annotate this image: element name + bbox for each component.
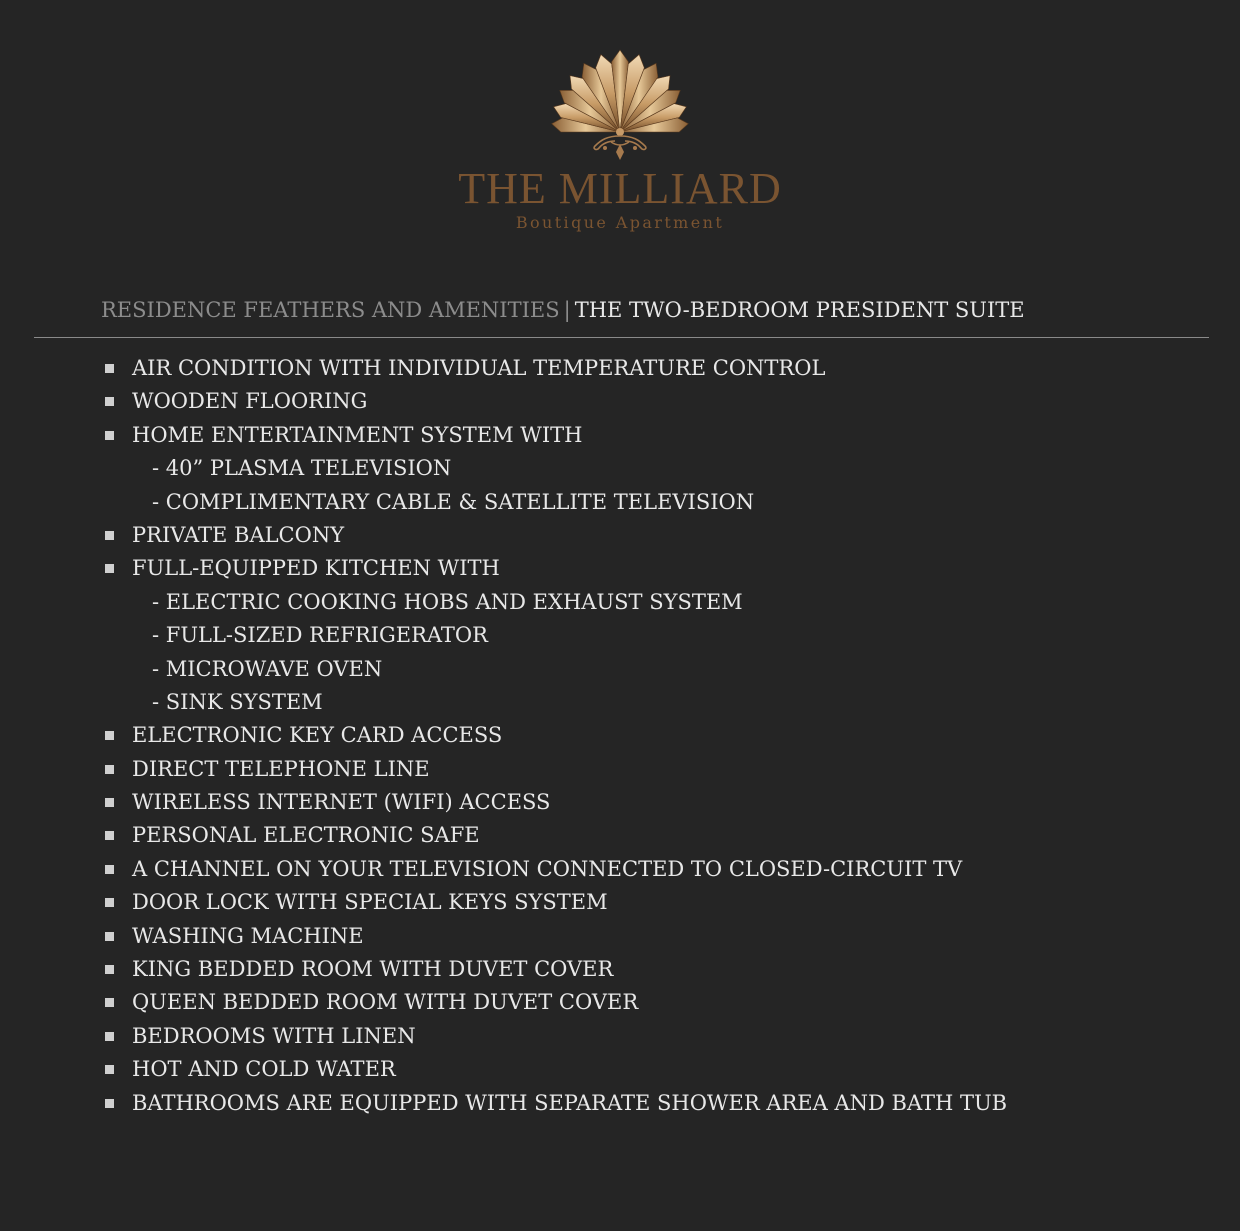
square-bullet-icon [105,932,114,941]
brand-name: THE MILLIARD [458,164,782,213]
amenity-text: - MICROWAVE OVEN [152,656,383,681]
amenity-item [104,552,1007,585]
brand-logo [0,40,1240,233]
amenity-item [104,920,1007,953]
amenity-text: WOODEN FLOORING [132,389,368,414]
fan-icon [545,40,695,170]
amenity-text: DIRECT TELEPHONE LINE [132,756,430,781]
amenity-text: QUEEN BEDDED ROOM WITH DUVET COVER [132,990,639,1015]
square-bullet-icon [105,531,114,540]
amenity-text: - COMPLIMENTARY CABLE & SATELLITE TELEVISION [152,489,755,514]
amenity-subitem [104,686,1007,719]
amenity-item [104,419,1007,452]
amenity-subitem [104,619,1007,652]
square-bullet-icon [105,1032,114,1041]
square-bullet-icon [105,965,114,974]
amenity-item [104,719,1007,752]
square-bullet-icon [105,364,114,373]
amenity-text: PERSONAL ELECTRONIC SAFE [132,823,480,848]
amenity-text: - 40” PLASMA TELEVISION [152,456,452,481]
amenity-text: HOT AND COLD WATER [132,1057,396,1082]
amenity-subitem [104,452,1007,485]
amenity-item [104,385,1007,418]
amenity-text: WASHING MACHINE [132,923,364,948]
amenity-text: AIR CONDITION WITH INDIVIDUAL TEMPERATURE CONTROL [132,356,826,380]
amenity-item [104,886,1007,919]
amenity-text: BATHROOMS ARE EQUIPPED WITH SEPARATE SHOWER AREA AND BATH TUB [132,1090,1008,1115]
amenity-item [104,986,1007,1019]
square-bullet-icon [105,865,114,874]
amenity-text: - SINK SYSTEM [152,689,323,714]
square-bullet-icon [105,731,114,740]
amenity-text: FULL-EQUIPPED KITCHEN WITH [132,556,500,581]
divider [34,337,1209,338]
square-bullet-icon [105,765,114,774]
amenity-item [104,1020,1007,1053]
square-bullet-icon [105,998,114,1007]
square-bullet-icon [105,831,114,840]
amenity-subitem [104,486,1007,519]
amenity-item [104,352,1007,385]
amenity-text: ELECTRONIC KEY CARD ACCESS [132,723,503,748]
square-bullet-icon [105,1065,114,1074]
square-bullet-icon [105,898,114,907]
amenity-item [104,786,1007,819]
square-bullet-icon [105,564,114,573]
amenity-item [104,1053,1007,1086]
square-bullet-icon [105,431,114,440]
section-title: RESIDENCE FEATHERS AND AMENITIES [101,298,560,322]
amenity-subitem [104,653,1007,686]
amenity-item [104,519,1007,552]
amenity-text: KING BEDDED ROOM WITH DUVET COVER [132,957,614,982]
amenity-item [104,853,1007,886]
suite-title: THE TWO-BEDROOM PRESIDENT SUITE [574,298,1025,322]
square-bullet-icon [105,397,114,406]
heading-separator: | [563,298,571,322]
amenity-text: - ELECTRIC COOKING HOBS AND EXHAUST SYSTEM [152,589,743,614]
amenity-subitem [104,586,1007,619]
page-heading [101,295,1025,325]
square-bullet-icon [105,798,114,807]
amenity-item [104,753,1007,786]
amenity-text: DOOR LOCK WITH SPECIAL KEYS SYSTEM [132,890,608,915]
amenities-list [104,352,1007,1120]
amenity-text: A CHANNEL ON YOUR TELEVISION CONNECTED TO CLOSED-CIRCUIT TV [132,856,963,881]
amenity-text: HOME ENTERTAINMENT SYSTEM WITH [132,422,583,447]
amenity-text: BEDROOMS WITH LINEN [132,1023,416,1048]
brand-subtitle: Boutique Apartment [515,213,725,232]
square-bullet-icon [105,1099,114,1108]
amenity-text: WIRELESS INTERNET (WIFI) ACCESS [132,790,551,815]
amenity-item [104,1087,1007,1120]
amenity-text: - FULL-SIZED REFRIGERATOR [152,623,488,648]
amenity-item [104,953,1007,986]
amenity-item [104,819,1007,852]
amenity-text: PRIVATE BALCONY [132,522,345,547]
